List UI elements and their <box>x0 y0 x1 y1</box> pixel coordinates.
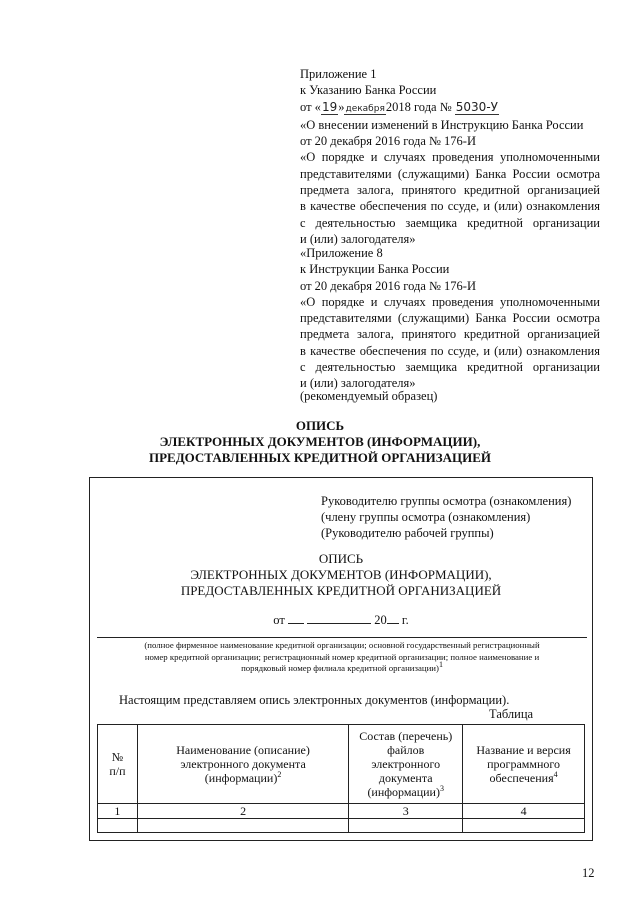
header-file-list: Состав (перечень) файлов электронного документа (информации)$^3$ <box>349 725 463 804</box>
handwritten-number: 5030-У <box>455 99 498 114</box>
table-cell[interactable] <box>137 819 348 833</box>
header-software: Название и версия программного обеспечения$^4$ <box>463 725 585 804</box>
appendix-1-para-line: «О порядке и случаях проведения уполномоченными <box>300 150 600 165</box>
handwritten-month: декабря <box>345 103 385 114</box>
document-title-line: ОПИСЬ <box>295 418 345 433</box>
handwritten-day: 19 <box>321 99 338 114</box>
date-suffix: г. <box>401 613 409 627</box>
column-number-row <box>98 804 585 819</box>
appendix-1-para-line: в качестве обеспечения по ссуде, и (или) ознакомления <box>300 199 600 214</box>
organization-note-line: номер кредитной организации; регистрационный номер кредитной организации; полное наименование и <box>144 651 540 662</box>
appendix-8-para-line: предмета залога, принятого кредитной организацией <box>300 327 600 342</box>
table-row <box>98 819 585 833</box>
header-document-name: Наименование (описание) электронного документа (информации)$^2$ <box>137 725 348 804</box>
form-title <box>89 551 593 599</box>
appendix-1-para-line: с деятельностью заемщика кредитной организации <box>300 215 600 230</box>
appendix-1-header <box>300 66 600 247</box>
date-prefix: от <box>273 613 285 627</box>
addressee-line: (Руководителю рабочей группы) <box>321 526 494 540</box>
appendix-1-title: Приложение 1 <box>300 67 377 81</box>
appendix-8-para-line: и (или) залогодателя» <box>300 376 416 391</box>
form-addressee <box>321 493 571 541</box>
footnote-ref: 2 <box>277 770 282 779</box>
appendix-8-header <box>300 245 600 392</box>
appendix-8-para-line: «О порядке и случаях проведения уполномоченными <box>300 294 600 309</box>
date-year-blank[interactable] <box>387 612 399 624</box>
appendix-8-para-line: с деятельностью заемщика кредитной организации <box>300 360 600 375</box>
documents-table <box>97 724 585 833</box>
column-number: 3 <box>349 804 463 819</box>
appendix-1-para-line: и (или) залогодателя» <box>300 231 416 246</box>
organization-note-line: порядковый номер филиала кредитной организации)$^1$ <box>241 660 443 673</box>
form-title-line: ПРЕДОСТАВЛЕННЫХ КРЕДИТНОЙ ОРГАНИЗАЦИЕЙ <box>180 583 502 598</box>
table-cell[interactable] <box>463 819 585 833</box>
recommended-sample-note: (рекомендуемый образец) <box>300 389 438 403</box>
appendix-1-amendment: «О внесении изменений в Инструкцию Банка России <box>300 117 584 132</box>
table-header-row <box>98 725 585 804</box>
page-number: 12 <box>582 866 595 880</box>
organization-note-line: (полное фирменное наименование кредитной организации; основной государственный регистрационный <box>144 640 540 650</box>
form-date-line <box>89 612 593 628</box>
appendix-8-instruction: к Инструкции Банка России <box>300 262 450 277</box>
appendix-8-date: от 20 декабря 2016 года № 176-И <box>300 278 476 293</box>
date-month-blank[interactable] <box>307 612 371 624</box>
appendix-8-para-line: представителями (служащими) Банка России осмотра <box>300 311 600 326</box>
column-number: 2 <box>137 804 348 819</box>
date-century: 20 <box>374 613 387 627</box>
form-title-line: ОПИСЬ <box>318 551 364 566</box>
table-label: Таблица <box>489 707 534 721</box>
column-number: 1 <box>98 804 138 819</box>
appendix-8-title: «Приложение 8 <box>300 246 383 260</box>
appendix-1-para-line: предмета залога, принятого кредитной организацией <box>300 183 600 198</box>
table-cell[interactable] <box>98 819 138 833</box>
document-title <box>0 418 640 466</box>
appendix-1-date-line: от «19»декабря2018 года № 5030-У <box>300 99 498 114</box>
document-title-line: ЭЛЕКТРОННЫХ ДОКУМЕНТОВ (ИНФОРМАЦИИ), <box>159 434 481 449</box>
appendix-1-instruction-date: от 20 декабря 2016 года № 176-И <box>300 134 476 149</box>
appendix-1-para-line: представителями (служащими) Банка России осмотра <box>300 166 600 181</box>
addressee-line: Руководителю группы осмотра (ознакомления) <box>321 494 572 508</box>
appendix-1-directive: к Указанию Банка России <box>300 83 437 98</box>
footnote-ref: 4 <box>553 770 558 779</box>
footnote-ref: 1 <box>438 660 443 670</box>
intro-text: Настоящим представляем опись электронных документов (информации). <box>119 693 510 707</box>
date-day-blank[interactable] <box>288 612 304 624</box>
table-cell[interactable] <box>349 819 463 833</box>
header-number: № п/п <box>98 725 138 804</box>
column-number: 4 <box>463 804 585 819</box>
addressee-line: (члену группы осмотра (ознакомления) <box>321 510 531 524</box>
form-title-line: ЭЛЕКТРОННЫХ ДОКУМЕНТОВ (ИНФОРМАЦИИ), <box>190 567 492 582</box>
organization-note <box>97 640 587 675</box>
document-title-line: ПРЕДОСТАВЛЕННЫХ КРЕДИТНОЙ ОРГАНИЗАЦИЕЙ <box>148 450 492 465</box>
organization-name-blank[interactable] <box>97 637 587 638</box>
appendix-8-para-line: в качестве обеспечения по ссуде, и (или) ознакомления <box>300 343 600 358</box>
footnote-ref: 3 <box>439 784 444 793</box>
